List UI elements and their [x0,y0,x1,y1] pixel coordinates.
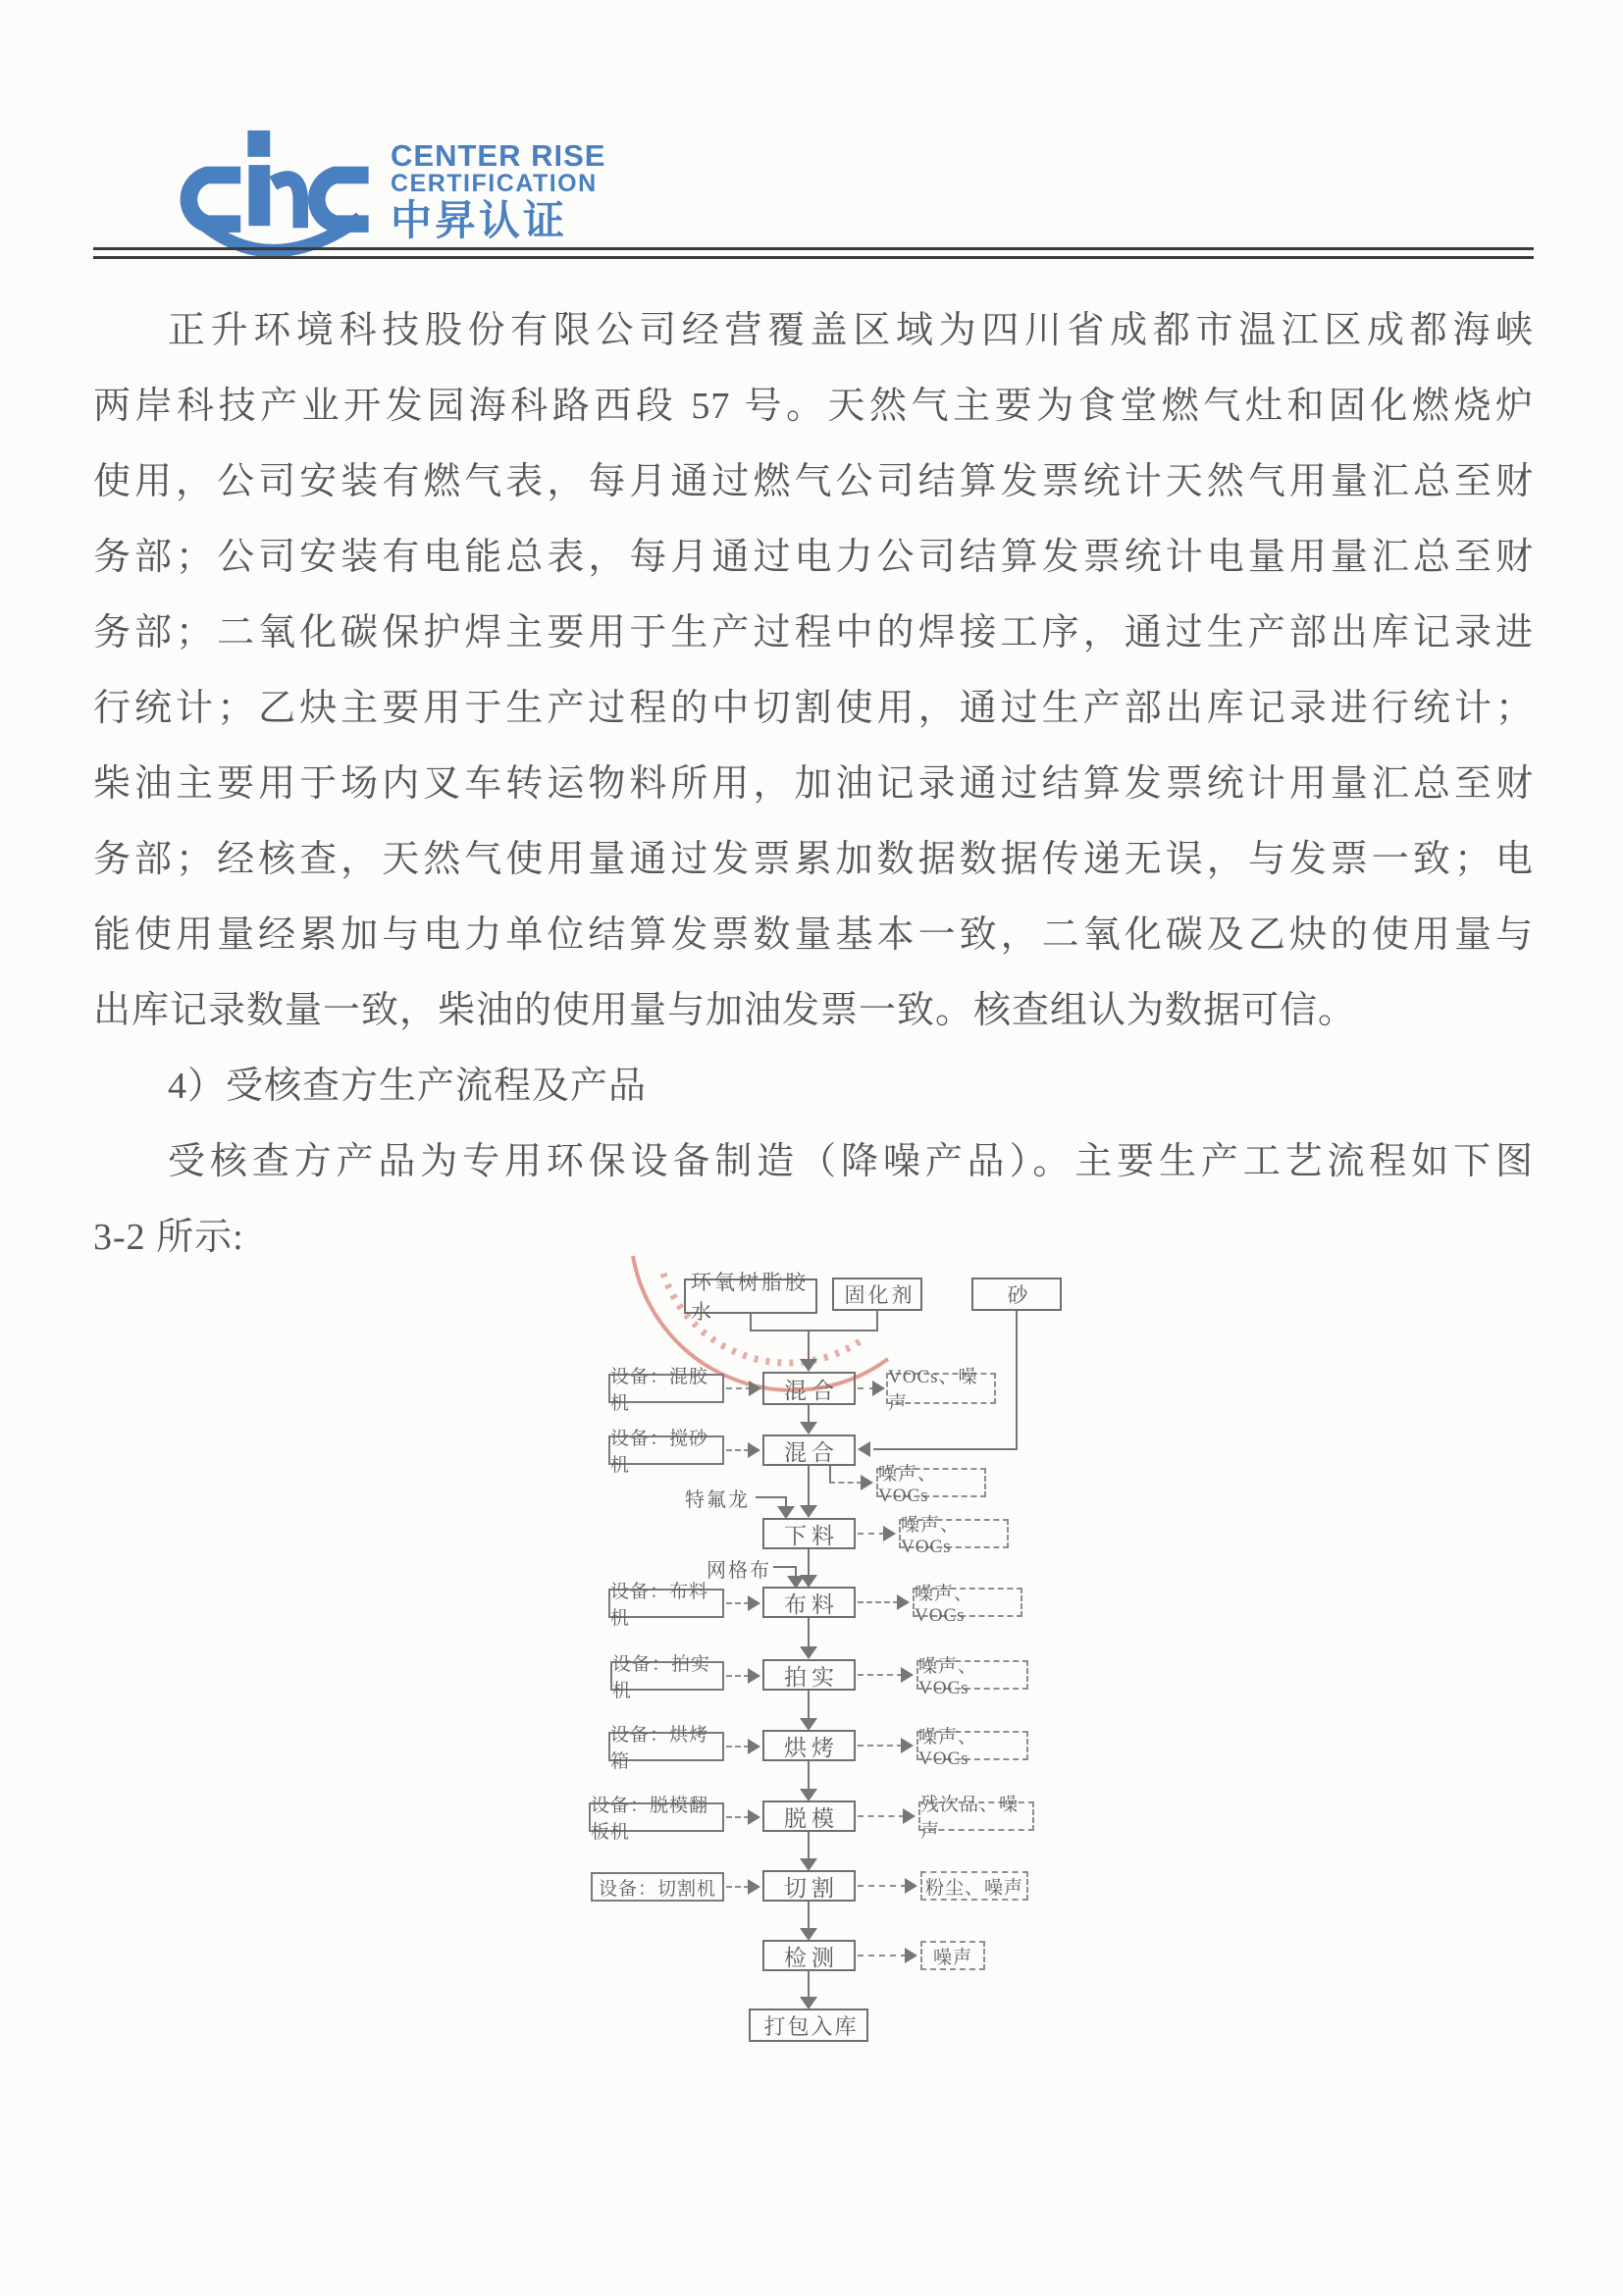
flow-emission-3: 噪声、VOCs [899,1519,1009,1548]
flow-step-packing: 打包入库 [749,2009,868,2042]
logo-text-line3: 中昇认证 [391,197,568,243]
flow-emission-7: 残次品、噪声 [918,1801,1034,1831]
arrow-right-icon [903,1808,916,1824]
flow-equipment-oven: 设备：烘烤箱 [608,1732,724,1761]
logo-text-block [391,138,606,245]
flow-connector [858,1815,905,1817]
flow-connector [858,1885,907,1887]
flow-connector [726,1675,750,1677]
arrow-right-icon [748,1668,760,1684]
flow-connector [750,1314,752,1331]
flow-emission-1: VOCs、噪声 [886,1373,996,1404]
crc-logo-icon [147,120,381,263]
body-line: 两岸科技产业开发园海科路西段 57 号。天然气主要为食堂燃气灶和固化燃烧炉 [93,386,1534,427]
arrow-right-icon [861,1475,873,1490]
flow-emission-8: 粉尘、噪声 [920,1871,1028,1901]
flow-input-epoxy: 环氧树脂胶水 [684,1278,817,1314]
arrow-right-icon [748,1739,760,1754]
flow-step-mix2: 混合 [762,1435,856,1466]
flow-connector [726,1886,750,1888]
body-line: 务部；二氧化碳保护焊主要用于生产过程中的焊接工序，通过生产部出库记录进 [93,612,1534,653]
flow-connector [726,1816,750,1818]
section-heading: 4）受核查方生产流程及产品 [168,1066,648,1107]
arrow-down-icon [800,1646,817,1659]
arrow-down-icon [800,1359,817,1372]
logo-text-line2: CERTIFICATION [391,170,598,197]
flow-connector [808,1902,810,1929]
flow-connector [858,1955,907,1957]
flow-equipment-laying-machine: 设备：布料机 [608,1589,724,1618]
body-line: 行统计；乙炔主要用于生产过程的中切割使用，通过生产部出库记录进行统计； [93,688,1534,729]
flow-input-sand: 砂 [971,1278,1062,1311]
flow-step-compacting: 拍实 [762,1659,856,1691]
header-rule-bottom [93,256,1534,259]
flow-connector [808,1761,810,1790]
flow-emission-5: 噪声、VOCs [916,1660,1028,1690]
flow-connector [858,1745,903,1747]
flow-connector [726,1449,750,1451]
flow-connector [858,1533,885,1535]
arrow-right-icon [748,1442,760,1458]
body-line: 柴油主要用于场内叉车转运物料所用，加油记录通过结算发票统计用量汇总至财 [93,763,1534,805]
flow-connector [808,1618,810,1647]
arrow-right-icon [901,1667,914,1683]
flow-connector [808,1405,810,1423]
flow-connector [808,1832,810,1859]
flow-connector [873,1448,1018,1450]
flow-equipment-cutter: 设备：切割机 [591,1872,724,1902]
flow-connector [773,1566,797,1568]
arrow-right-icon [883,1526,896,1541]
flow-connector [858,1674,903,1676]
arrow-down-icon [800,1505,817,1518]
flow-connector [808,1691,810,1719]
flow-step-demolding: 脱模 [762,1800,856,1832]
flow-emission-2: 噪声、VOCs [876,1468,986,1497]
company-logo [147,120,657,267]
flow-side-input-teflon: 特氟龙 [685,1489,750,1511]
flow-emission-4: 噪声、VOCs [913,1588,1022,1617]
flow-step-feeding: 下料 [762,1518,856,1549]
body-line: 使用，公司安装有燃气表，每月通过燃气公司结算发票统计天然气用量汇总至财 [93,461,1534,502]
arrow-right-icon [905,1878,917,1894]
body-line: 受核查方产品为专用环保设备制造（降噪产品）。主要生产工艺流程如下图 [168,1141,1534,1182]
flow-equipment-glue-mixer: 设备：混胶机 [608,1374,724,1403]
arrow-right-icon [748,1879,760,1895]
flow-connector [756,1496,787,1498]
flow-equipment-sand-mixer: 设备：搅砂机 [608,1435,724,1465]
arrow-left-icon [858,1441,870,1457]
arrow-right-icon [872,1381,885,1396]
body-line: 能使用量经累加与电力单位结算发票数量基本一致，二氧化碳及乙炔的使用量与 [93,914,1534,956]
arrow-right-icon [897,1594,910,1610]
body-line: 务部；经核查，天然气使用量通过发票累加数据数据传递无误，与发票一致；电 [93,839,1534,880]
flow-connector [808,1971,810,1998]
flow-step-baking: 烘烤 [762,1730,856,1761]
flow-step-mix1: 混合 [762,1372,856,1405]
flow-step-cutting: 切割 [762,1870,856,1902]
flow-connector [808,1549,810,1576]
body-line: 正升环境科技股份有限公司经营覆盖区域为四川省成都市温江区成都海峡 [168,310,1534,351]
flow-connector [858,1601,899,1603]
flow-connector [726,1746,750,1748]
flow-connector [876,1311,878,1331]
body-line: 出库记录数量一致，柴油的使用量与加油发票一致。核查组认为数据可信。 [93,990,1357,1031]
logo-text-line1: CENTER RISE [391,138,606,173]
arrow-right-icon [748,1595,760,1611]
header-rule-top [93,247,1534,250]
flow-side-input-mesh: 网格布 [707,1560,771,1582]
flow-connector [726,1602,750,1604]
flow-equipment-demolding-machine: 设备：脱模翻板机 [589,1802,724,1832]
flow-step-testing: 检测 [762,1940,856,1971]
body-line: 务部；公司安装有电能总表，每月通过电力公司结算发票统计电量用量汇总至财 [93,537,1534,578]
flow-connector [1016,1311,1018,1449]
flow-connector [829,1482,863,1484]
arrow-right-icon [901,1738,914,1753]
flow-step-laying: 布料 [762,1587,856,1618]
flow-connector [808,1330,810,1360]
flow-equipment-compactor: 设备：拍实机 [610,1661,724,1691]
flow-connector [750,1330,878,1331]
arrow-right-icon [748,1809,760,1825]
figure-reference: 3-2 所示: [93,1217,244,1258]
arrow-right-icon [749,1381,761,1396]
flow-connector [808,1466,810,1506]
arrow-right-icon [905,1948,917,1963]
flow-emission-6: 噪声、VOCs [916,1731,1028,1760]
flow-input-curing-agent: 固化剂 [832,1278,922,1311]
flow-emission-9: 噪声 [920,1941,985,1970]
arrow-down-icon [800,1422,817,1435]
